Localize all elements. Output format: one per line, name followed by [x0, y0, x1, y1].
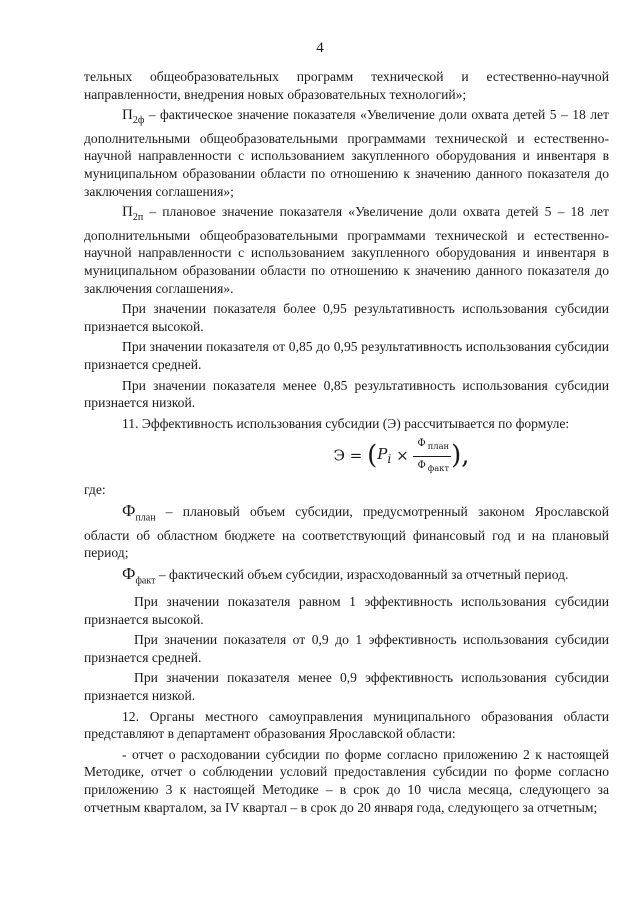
- formula-lhs: Э =: [333, 446, 368, 465]
- formula-open-paren: (: [367, 440, 378, 471]
- definition-fplan: [84, 502, 609, 562]
- definition-p2p-text: – плановое значение показателя «Увеличение доли охвата детей 5 – 18 лет дополнительными общеобразовательными программами технической и естественно-научной направленности с использованием закупленного оборудования и инвентаря в муниципальном образовании области по отношению к значению данного показателя до заключения соглашения».: [84, 204, 609, 296]
- document-body: [84, 68, 609, 819]
- definition-p2p: [84, 203, 609, 297]
- definition-fplan-text: – плановый объем субсидии, предусмотренный законом Ярославской области об областном бюджете на соответствующий финансовый год и на плановый период;: [84, 503, 609, 561]
- formula-numerator: Ф $_{план}$: [413, 435, 451, 457]
- item-12: 12. Органы местного самоуправления муниципального образования области представляют в департамент образования Ярославской области:: [84, 708, 609, 742]
- paragraph-intro: тельных общеобразовательных программ технической и естественно-научной направленности, внедрения новых образовательных технологий»;: [84, 69, 609, 102]
- efficiency-high: При значении показателя равном 1 эффективность использования субсидии признается высокой.: [84, 594, 609, 627]
- definition-ffakt-text: – фактический объем субсидии, израсходованный за отчетный период.: [155, 567, 569, 583]
- symbol-p2f: $П_{2ф}$: [122, 107, 145, 127]
- result-low: При значении показателя менее 0,85 результативность использования субсидии признается низкой.: [84, 377, 609, 411]
- page-number: 4: [316, 40, 324, 56]
- formula-p: $P_i$: [377, 444, 392, 466]
- definition-ffakt: [84, 565, 609, 590]
- where-label: где:: [84, 482, 106, 498]
- result-medium: При значении показателя от 0,85 до 0,95 результативность использования субсидии признается средней.: [84, 339, 609, 372]
- efficiency-medium: При значении показателя от 0,9 до 1 эффективность использования субсидии признается средней.: [84, 632, 609, 665]
- result-high: При значении показателя более 0,95 результативность использования субсидии признается высокой.: [84, 301, 609, 334]
- formula-denominator: Ф $_{факт}$: [417, 459, 450, 473]
- efficiency-low: При значении показателя менее 0,9 эффективность использования субсидии признается низкой.: [84, 670, 609, 703]
- definition-p2f-text: – фактическое значение показателя «Увеличение доли охвата детей 5 – 18 лет дополнительными общеобразовательными программами технической и естественно-научной направленности с использованием закупленного оборудования и инвентаря в муниципальном образовании области по отношению к значению данного показателя до заключения соглашения»;: [84, 107, 609, 199]
- item-11: 11. Эффективность использования субсидии (Э) рассчитывается по формуле:: [122, 415, 570, 431]
- symbol-ffakt: $Ф_{факт}$: [122, 564, 156, 587]
- symbol-fplan: $Ф_{план}$: [122, 500, 156, 524]
- item-12-bullet: - отчет о расходовании субсидии по форме согласно приложению 2 к настоящей Методике, отчет о соблюдении условий предоставления субсидии по форме согласно приложению 3 к настоящей Методике – в срок до 10 числа месяца, следующего за отчетным кварталом, за IV квартал – в срок до 20 января года, следующего за отчетным;: [84, 746, 609, 815]
- symbol-p2p: $П_{2п}$: [122, 204, 144, 224]
- definition-p2f: [84, 106, 609, 200]
- formula-fraction: [413, 435, 451, 477]
- formula-close-paren: ),: [451, 440, 470, 471]
- efficiency-formula: [194, 435, 609, 479]
- formula-times: ×: [391, 446, 414, 465]
